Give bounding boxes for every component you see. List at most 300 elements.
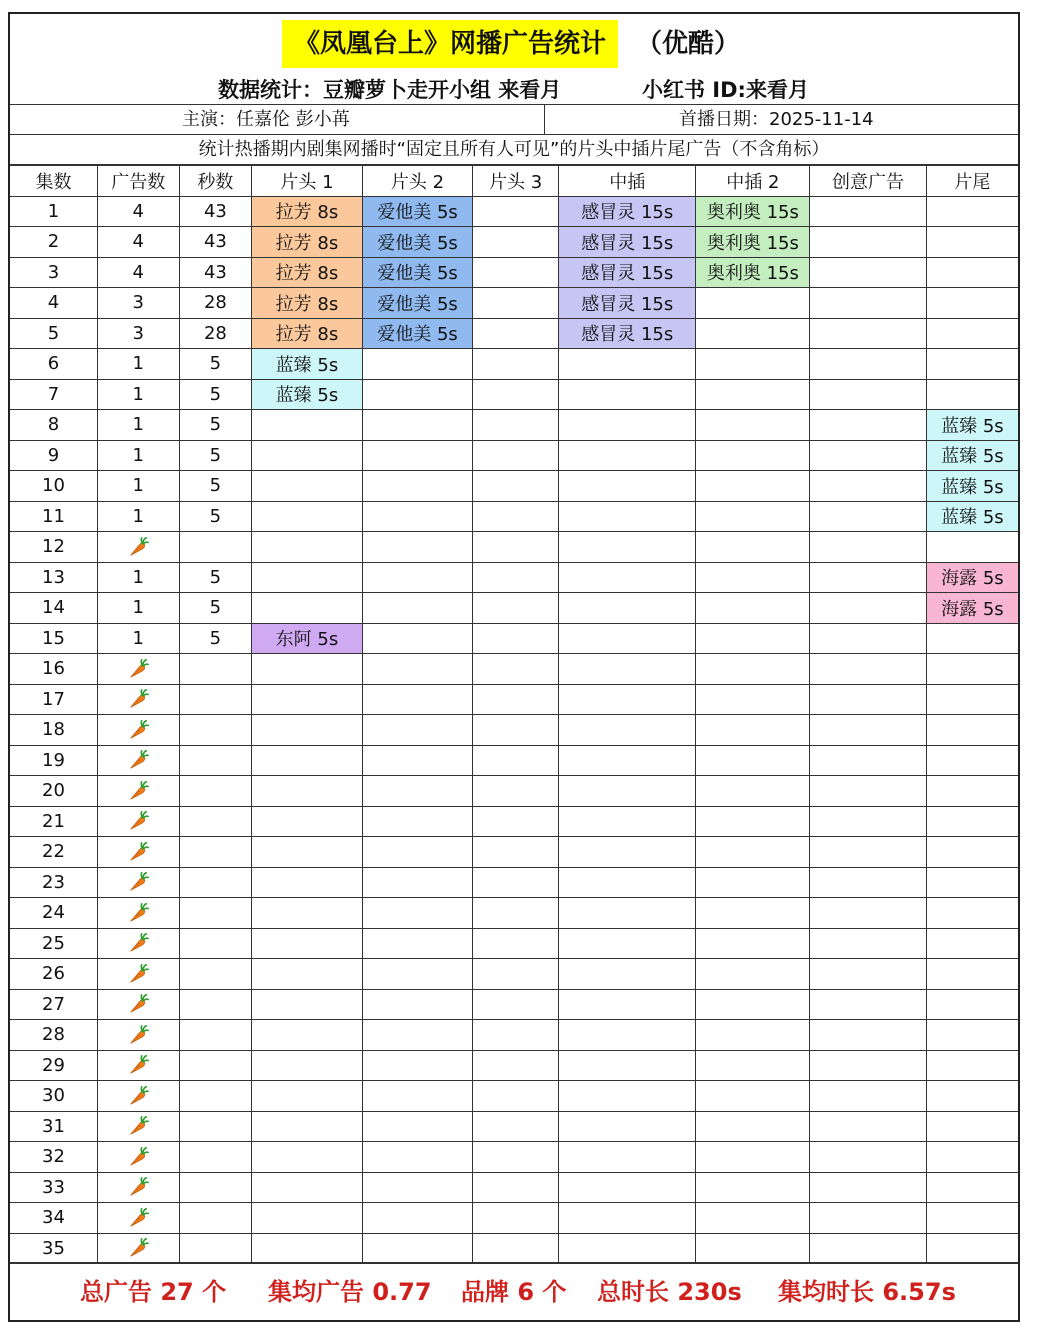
table-cell	[926, 196, 1018, 227]
table-cell	[810, 745, 927, 776]
table-cell	[362, 654, 473, 685]
table-row	[10, 593, 1018, 624]
table-cell	[810, 1050, 927, 1081]
table-cell	[926, 684, 1018, 715]
table-row	[10, 1081, 1018, 1112]
table-cell	[558, 1233, 696, 1264]
carrot-icon	[127, 963, 149, 985]
stats-note: 统计热播期内剧集网播时“固定且所有人可见”的片头中插片尾广告（不含角标）	[10, 135, 1018, 165]
credit-left: 数据统计：豆瓣萝卜走开小组 来看月	[218, 78, 562, 102]
table-cell	[696, 867, 810, 898]
info-row	[10, 104, 1018, 135]
table-cell	[926, 227, 1018, 258]
carrot-icon	[127, 871, 149, 893]
table-cell: 5	[179, 623, 252, 654]
table-cell	[473, 1050, 559, 1081]
table-cell	[97, 1172, 179, 1203]
cast-label: 主演：任嘉伦 彭小苒	[10, 105, 545, 134]
table-cell	[926, 837, 1018, 868]
table-cell: 爱他美 5s	[362, 257, 473, 288]
table-cell	[362, 1020, 473, 1051]
table-cell	[810, 989, 927, 1020]
table-cell	[97, 1233, 179, 1264]
table-cell	[179, 1203, 252, 1234]
table-row	[10, 379, 1018, 410]
table-cell: 蓝臻 5s	[252, 349, 362, 380]
table-cell	[473, 379, 559, 410]
table-cell	[252, 715, 362, 746]
credit-row	[10, 74, 1018, 106]
table-cell	[810, 867, 927, 898]
table-cell	[558, 1050, 696, 1081]
table-cell: 海露 5s	[926, 562, 1018, 593]
table-cell	[252, 1172, 362, 1203]
column-header: 广告数	[97, 166, 179, 197]
table-cell	[179, 928, 252, 959]
table-cell	[252, 806, 362, 837]
table-cell	[473, 440, 559, 471]
table-cell	[97, 806, 179, 837]
table-cell	[473, 1233, 559, 1264]
table-cell	[252, 684, 362, 715]
table-cell	[696, 501, 810, 532]
table-cell: 30	[10, 1081, 97, 1112]
platform-label: （优酷）	[636, 29, 741, 59]
table-row	[10, 989, 1018, 1020]
table-cell	[362, 379, 473, 410]
table-cell: 东阿 5s	[252, 623, 362, 654]
table-cell: 24	[10, 898, 97, 929]
table-cell	[696, 1142, 810, 1173]
table-cell	[810, 379, 927, 410]
table-cell: 感冒灵 15s	[558, 257, 696, 288]
table-cell: 1	[97, 471, 179, 502]
carrot-icon	[127, 1085, 149, 1107]
table-cell	[97, 837, 179, 868]
table-cell	[362, 1172, 473, 1203]
table-cell	[252, 776, 362, 807]
table-cell	[696, 715, 810, 746]
table-cell	[926, 1172, 1018, 1203]
table-cell	[810, 837, 927, 868]
table-cell: 感冒灵 15s	[558, 288, 696, 319]
carrot-icon	[127, 749, 149, 771]
table-cell	[473, 288, 559, 319]
table-cell	[362, 532, 473, 563]
carrot-icon	[127, 658, 149, 680]
table-cell	[362, 593, 473, 624]
table-cell	[810, 1111, 927, 1142]
table-row	[10, 318, 1018, 349]
table-cell	[362, 1142, 473, 1173]
table-cell	[696, 989, 810, 1020]
table-row	[10, 227, 1018, 258]
table-cell: 1	[97, 593, 179, 624]
carrot-icon	[127, 810, 149, 832]
table-cell	[926, 928, 1018, 959]
table-row	[10, 715, 1018, 746]
table-cell	[558, 898, 696, 929]
table-cell: 1	[97, 379, 179, 410]
table-cell	[558, 1020, 696, 1051]
table-row	[10, 623, 1018, 654]
carrot-icon	[127, 1054, 149, 1076]
table-cell	[696, 959, 810, 990]
table-cell	[810, 1233, 927, 1264]
table-cell	[362, 867, 473, 898]
table-cell	[810, 288, 927, 319]
table-cell	[696, 745, 810, 776]
column-header: 创意广告	[810, 166, 927, 197]
table-cell	[810, 349, 927, 380]
carrot-icon	[127, 1207, 149, 1229]
table-cell	[558, 1081, 696, 1112]
table-cell: 22	[10, 837, 97, 868]
table-cell	[558, 684, 696, 715]
table-cell	[810, 1081, 927, 1112]
table-cell	[696, 1233, 810, 1264]
table-cell	[696, 623, 810, 654]
table-cell	[252, 1020, 362, 1051]
table-cell	[362, 959, 473, 990]
table-cell: 爱他美 5s	[362, 318, 473, 349]
table-cell	[179, 532, 252, 563]
table-cell	[926, 1111, 1018, 1142]
table-cell	[558, 1172, 696, 1203]
table-cell	[252, 1081, 362, 1112]
table-cell	[696, 288, 810, 319]
table-cell: 11	[10, 501, 97, 532]
table-cell	[696, 349, 810, 380]
table-row	[10, 532, 1018, 563]
carrot-icon	[127, 932, 149, 954]
table-cell	[558, 562, 696, 593]
table-cell	[179, 654, 252, 685]
table-cell: 1	[10, 196, 97, 227]
table-cell: 33	[10, 1172, 97, 1203]
table-cell: 感冒灵 15s	[558, 227, 696, 258]
table-cell	[362, 684, 473, 715]
table-cell	[97, 989, 179, 1020]
ad-stats-sheet	[8, 12, 1020, 1322]
table-cell	[473, 654, 559, 685]
table-cell	[810, 959, 927, 990]
table-cell: 蓝臻 5s	[926, 410, 1018, 441]
table-cell: 2	[10, 227, 97, 258]
table-row	[10, 196, 1018, 227]
title-row	[10, 14, 1018, 72]
table-cell	[252, 410, 362, 441]
table-cell	[558, 928, 696, 959]
table-row	[10, 410, 1018, 441]
column-header: 片头 3	[473, 166, 559, 197]
table-cell	[252, 1142, 362, 1173]
table-cell: 4	[97, 257, 179, 288]
table-cell	[810, 623, 927, 654]
table-cell	[97, 898, 179, 929]
table-cell	[179, 959, 252, 990]
table-cell: 感冒灵 15s	[558, 196, 696, 227]
table-cell	[362, 1081, 473, 1112]
table-cell	[473, 227, 559, 258]
carrot-icon	[127, 1176, 149, 1198]
table-row	[10, 1233, 1018, 1264]
table-cell	[252, 837, 362, 868]
table-cell: 12	[10, 532, 97, 563]
table-cell	[362, 440, 473, 471]
table-cell: 爱他美 5s	[362, 227, 473, 258]
table-row	[10, 501, 1018, 532]
table-cell	[696, 1111, 810, 1142]
table-row	[10, 471, 1018, 502]
table-cell: 9	[10, 440, 97, 471]
table-cell	[558, 440, 696, 471]
column-header: 片尾	[926, 166, 1018, 197]
table-cell	[252, 959, 362, 990]
table-cell: 43	[179, 196, 252, 227]
table-cell	[810, 715, 927, 746]
table-cell	[97, 867, 179, 898]
summary-footer	[10, 1262, 1018, 1320]
table-cell	[810, 227, 927, 258]
table-cell	[926, 288, 1018, 319]
table-cell	[473, 623, 559, 654]
premiere-date: 首播日期：2025-11-14	[679, 109, 874, 130]
table-cell	[252, 471, 362, 502]
table-cell	[179, 1142, 252, 1173]
total-duration: 总时长 230s	[597, 1278, 742, 1306]
table-row	[10, 349, 1018, 380]
table-cell: 蓝臻 5s	[926, 501, 1018, 532]
table-row	[10, 1050, 1018, 1081]
table-cell: 奥利奥 15s	[696, 257, 810, 288]
ad-table	[10, 165, 1018, 1264]
table-cell	[252, 1203, 362, 1234]
table-row	[10, 1203, 1018, 1234]
table-cell: 15	[10, 623, 97, 654]
table-cell	[558, 379, 696, 410]
table-cell: 蓝臻 5s	[926, 440, 1018, 471]
table-cell	[926, 1203, 1018, 1234]
table-cell: 26	[10, 959, 97, 990]
table-cell: 10	[10, 471, 97, 502]
carrot-icon	[127, 1115, 149, 1137]
table-cell	[473, 898, 559, 929]
table-cell	[473, 1081, 559, 1112]
table-cell	[473, 837, 559, 868]
table-cell	[362, 562, 473, 593]
table-cell: 5	[179, 349, 252, 380]
table-cell: 1	[97, 562, 179, 593]
table-cell: 18	[10, 715, 97, 746]
table-cell	[696, 898, 810, 929]
table-cell: 拉芳 8s	[252, 288, 362, 319]
avg-duration: 集均时长 6.57s	[778, 1278, 956, 1306]
table-cell	[926, 1050, 1018, 1081]
carrot-icon	[127, 841, 149, 863]
total-ads: 总广告 27 个	[80, 1278, 227, 1306]
table-cell	[810, 257, 927, 288]
table-cell	[473, 471, 559, 502]
table-cell	[179, 1111, 252, 1142]
table-cell	[362, 410, 473, 441]
carrot-icon	[127, 1024, 149, 1046]
table-cell	[97, 959, 179, 990]
table-cell	[97, 928, 179, 959]
table-cell	[473, 1203, 559, 1234]
table-cell: 1	[97, 349, 179, 380]
table-cell: 34	[10, 1203, 97, 1234]
carrot-icon	[127, 536, 149, 558]
table-cell	[926, 1233, 1018, 1264]
table-cell: 5	[179, 410, 252, 441]
table-cell	[473, 410, 559, 441]
page-title: 《凤凰台上》网播广告统计	[282, 20, 618, 68]
table-header-row	[10, 166, 1018, 197]
table-cell: 23	[10, 867, 97, 898]
table-cell	[473, 349, 559, 380]
table-cell	[810, 593, 927, 624]
table-cell	[926, 349, 1018, 380]
table-cell	[473, 318, 559, 349]
table-row	[10, 684, 1018, 715]
table-cell	[696, 440, 810, 471]
table-cell	[252, 562, 362, 593]
table-cell: 奥利奥 15s	[696, 227, 810, 258]
table-cell	[696, 1020, 810, 1051]
table-cell	[696, 1172, 810, 1203]
table-cell	[362, 1233, 473, 1264]
table-cell	[926, 623, 1018, 654]
table-cell	[179, 684, 252, 715]
table-cell: 14	[10, 593, 97, 624]
table-cell	[810, 532, 927, 563]
table-cell	[926, 867, 1018, 898]
table-cell	[473, 745, 559, 776]
table-cell: 拉芳 8s	[252, 318, 362, 349]
table-cell	[362, 745, 473, 776]
table-cell	[558, 1142, 696, 1173]
table-cell: 29	[10, 1050, 97, 1081]
table-cell	[252, 532, 362, 563]
table-cell	[810, 501, 927, 532]
table-cell	[696, 471, 810, 502]
table-cell	[473, 1142, 559, 1173]
table-cell	[558, 532, 696, 563]
table-cell: 32	[10, 1142, 97, 1173]
table-cell: 1	[97, 501, 179, 532]
table-cell	[179, 715, 252, 746]
table-row	[10, 257, 1018, 288]
table-cell	[696, 532, 810, 563]
table-cell	[810, 318, 927, 349]
table-cell	[362, 898, 473, 929]
credit-right: 小红书 ID:来看月	[642, 78, 809, 102]
table-cell	[179, 776, 252, 807]
table-row	[10, 745, 1018, 776]
table-cell	[252, 898, 362, 929]
table-cell	[252, 867, 362, 898]
table-cell	[97, 532, 179, 563]
table-cell	[558, 867, 696, 898]
table-cell	[696, 318, 810, 349]
table-cell	[810, 440, 927, 471]
table-cell	[810, 1203, 927, 1234]
table-cell	[558, 959, 696, 990]
table-cell	[558, 501, 696, 532]
table-cell	[473, 196, 559, 227]
table-cell: 7	[10, 379, 97, 410]
table-cell	[926, 1081, 1018, 1112]
table-cell: 8	[10, 410, 97, 441]
table-cell	[926, 806, 1018, 837]
avg-ads: 集均广告 0.77	[268, 1278, 432, 1306]
table-cell	[179, 806, 252, 837]
table-cell	[926, 318, 1018, 349]
table-cell	[810, 1142, 927, 1173]
table-row	[10, 867, 1018, 898]
table-cell	[696, 837, 810, 868]
table-cell	[926, 989, 1018, 1020]
table-cell	[252, 1233, 362, 1264]
table-cell	[179, 1020, 252, 1051]
table-cell: 1	[97, 410, 179, 441]
table-cell: 4	[97, 196, 179, 227]
carrot-icon	[127, 1146, 149, 1168]
table-cell	[810, 410, 927, 441]
table-cell	[97, 776, 179, 807]
table-cell	[473, 715, 559, 746]
table-cell: 4	[10, 288, 97, 319]
table-cell	[252, 501, 362, 532]
column-header: 集数	[10, 166, 97, 197]
table-cell: 5	[179, 593, 252, 624]
table-cell: 25	[10, 928, 97, 959]
table-cell: 43	[179, 257, 252, 288]
table-cell	[696, 928, 810, 959]
table-cell: 6	[10, 349, 97, 380]
table-cell	[179, 1081, 252, 1112]
table-cell: 爱他美 5s	[362, 196, 473, 227]
table-cell	[179, 837, 252, 868]
table-cell: 28	[179, 318, 252, 349]
table-cell	[362, 1203, 473, 1234]
table-cell	[696, 1081, 810, 1112]
table-cell	[97, 1203, 179, 1234]
table-cell	[473, 959, 559, 990]
table-cell: 20	[10, 776, 97, 807]
table-cell	[362, 806, 473, 837]
table-cell	[179, 898, 252, 929]
table-cell	[696, 776, 810, 807]
table-cell: 16	[10, 654, 97, 685]
table-cell	[179, 1172, 252, 1203]
table-row	[10, 654, 1018, 685]
table-cell	[810, 1172, 927, 1203]
table-cell	[926, 959, 1018, 990]
carrot-icon	[127, 688, 149, 710]
table-cell	[362, 1111, 473, 1142]
table-cell: 拉芳 8s	[252, 227, 362, 258]
table-cell: 5	[179, 440, 252, 471]
brand-count: 品牌 6 个	[461, 1278, 567, 1306]
table-cell	[252, 593, 362, 624]
table-cell	[696, 684, 810, 715]
table-cell	[179, 989, 252, 1020]
table-cell: 21	[10, 806, 97, 837]
table-cell	[926, 1020, 1018, 1051]
table-cell	[97, 745, 179, 776]
